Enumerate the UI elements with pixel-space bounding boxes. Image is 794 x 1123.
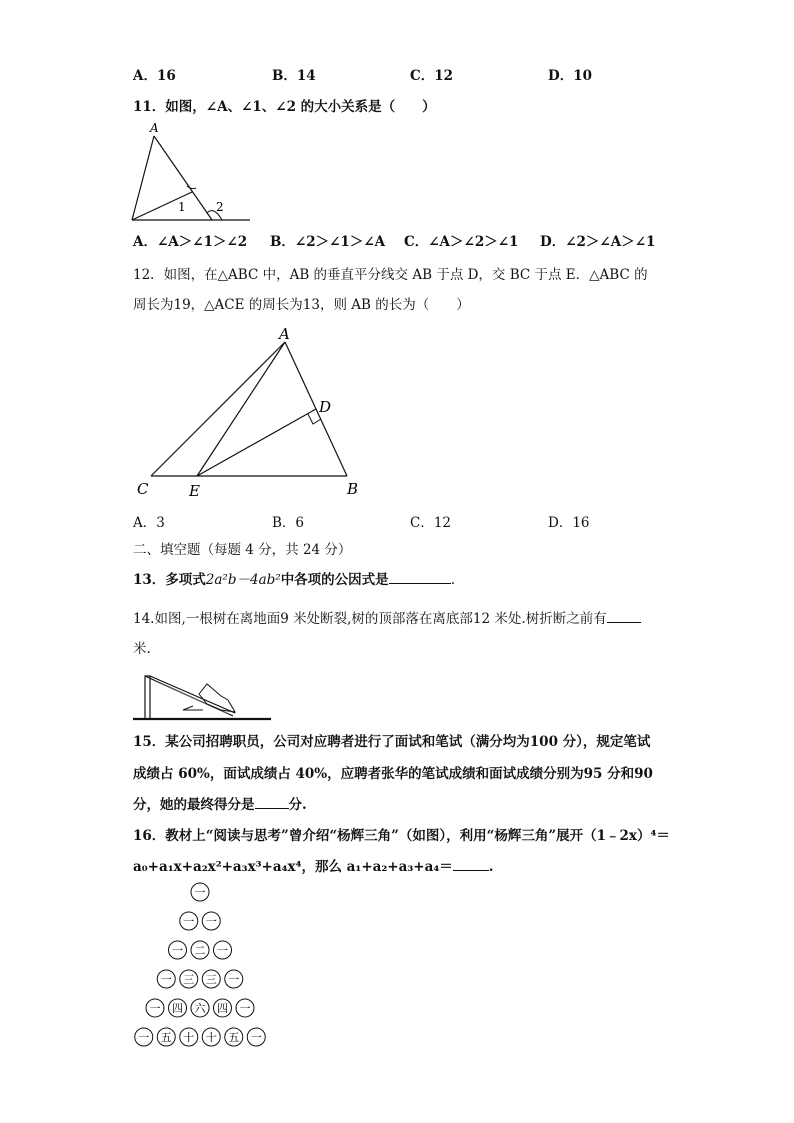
q10-option-d: D．10 [548,68,592,84]
q14-branches [199,684,235,712]
q16-end: . [488,859,494,875]
q12-segment-ae [197,342,285,476]
q13-suffix: 中各项的公因式是 [280,572,389,588]
q11-label-2: 2 [216,200,224,214]
q12-segment-de [197,409,316,476]
triangle-node-label: 一 [194,886,206,899]
q15-text: 分，她的最终得分是 [133,797,255,813]
triangle-node-label: 十 [183,1031,195,1044]
q16-answer-blank[interactable] [453,858,489,871]
triangle-node-label: 二 [194,944,206,957]
q16-line2 [133,858,493,876]
q11-option-b: B．∠2＞∠1＞∠A [270,234,386,250]
triangle-node-label: 一 [205,915,217,928]
q11-option-c: C．∠A＞∠2＞∠1 [404,234,519,250]
q16-text: a₀+a₁x+a₂x²+a₃x³+a₄x⁴，那么 a₁+a₂+a₃+a₄＝ [133,859,453,875]
q14-line2: 米. [133,641,151,657]
q11-option-d: D．∠2＞∠A＞∠1 [540,234,656,250]
q10-option-b: B．14 [272,68,316,84]
q12-line1: 12．如图，在△ABC 中，AB 的垂直平分线交 AB 于点 D，交 BC 于点 E．△ABC 的 [133,267,648,283]
q12-side-ac [151,342,285,476]
q12-option-d: D．16 [548,515,590,531]
triangle-node-label: 四 [172,1002,183,1015]
q11-option-a: A．∠A＞∠1＞∠2 [133,234,248,250]
triangle-node-label: 一 [217,944,228,957]
triangle-node-label: 一 [160,973,172,986]
q10-option-c: C．12 [410,68,454,84]
triangle-node-label: 一 [183,915,195,928]
q13-line [133,571,455,589]
triangle-node-label: 四 [217,1002,228,1015]
q11-angle1-arc [187,186,196,189]
q12-label-e: E [189,482,200,500]
q10-option-a: A．16 [133,68,176,84]
triangle-node-label: 十 [205,1031,217,1044]
q11-figure [128,118,258,228]
triangle-node-label: 一 [149,1002,161,1015]
q11-label-a: A [150,121,159,135]
q15-end: 分. [288,797,307,813]
q15-answer-blank[interactable] [255,796,289,809]
triangle-node-label: 五 [228,1031,240,1044]
q13-period: . [450,572,455,588]
q14-text: 14.如图,一根树在离地面9 米处断裂,树的顶部落在离底部12 米处.树折断之前有 [133,611,607,627]
q12-label-b: B [347,480,359,498]
q15-line2: 成绩占 60%，面试成绩占 40%，应聘者张华的笔试成绩和面试成绩分别为95 分和90 [133,766,653,782]
q11-label-1: 1 [178,200,186,214]
q11-stem: 11．如图，∠A、∠1、∠2 的大小关系是（ ） [133,99,436,115]
q13-answer-blank[interactable] [389,571,451,584]
triangle-node-label: 六 [194,1002,206,1015]
triangle-node-label: 一 [138,1031,150,1044]
q11-side-left [132,136,154,220]
q14-tree-figure [133,666,273,722]
q12-label-c: C [137,480,149,498]
q12-label-d: D [319,398,332,416]
q16-line1: 16．教材上“阅读与思考”曾介绍“杨辉三角”（如图），利用“杨辉三角”展开（1﹣2x）⁴＝ [133,828,670,844]
q13-prefix: 13．多项式 [133,572,206,588]
q13-expression: 2a²b－4ab² [205,572,281,588]
triangle-node-label: 三 [183,973,195,986]
triangle-node-label: 一 [228,973,240,986]
q14-fallen-top-2 [150,676,235,713]
q14-answer-blank[interactable] [607,610,641,623]
triangle-node-label: 三 [205,973,217,986]
q12-label-a: A [279,325,290,343]
q15-line3 [133,796,307,814]
q14-leaves [183,706,203,710]
q12-option-b: B．6 [272,515,305,531]
q14-tree-trunk [145,676,150,719]
q12-line2: 周长为19，△ACE 的周长为13，则 AB 的长为（ ） [133,297,470,313]
q15-line1: 15．某公司招聘职员，公司对应聘者进行了面试和笔试（满分均为100 分），规定笔试 [133,734,651,750]
q12-option-a: A．3 [133,515,165,531]
q12-option-c: C．12 [410,515,452,531]
triangle-node-label: 五 [160,1031,172,1044]
section-heading: 二、填空题（每题 4 分，共 24 分） [133,542,352,558]
q12-figure [133,325,373,505]
triangle-node-label: 一 [172,944,183,957]
triangle-node-label: 一 [250,1031,262,1044]
q14-line1 [133,610,641,628]
triangle-node-label: 一 [239,1002,251,1015]
yanghui-triangle [130,880,280,1050]
